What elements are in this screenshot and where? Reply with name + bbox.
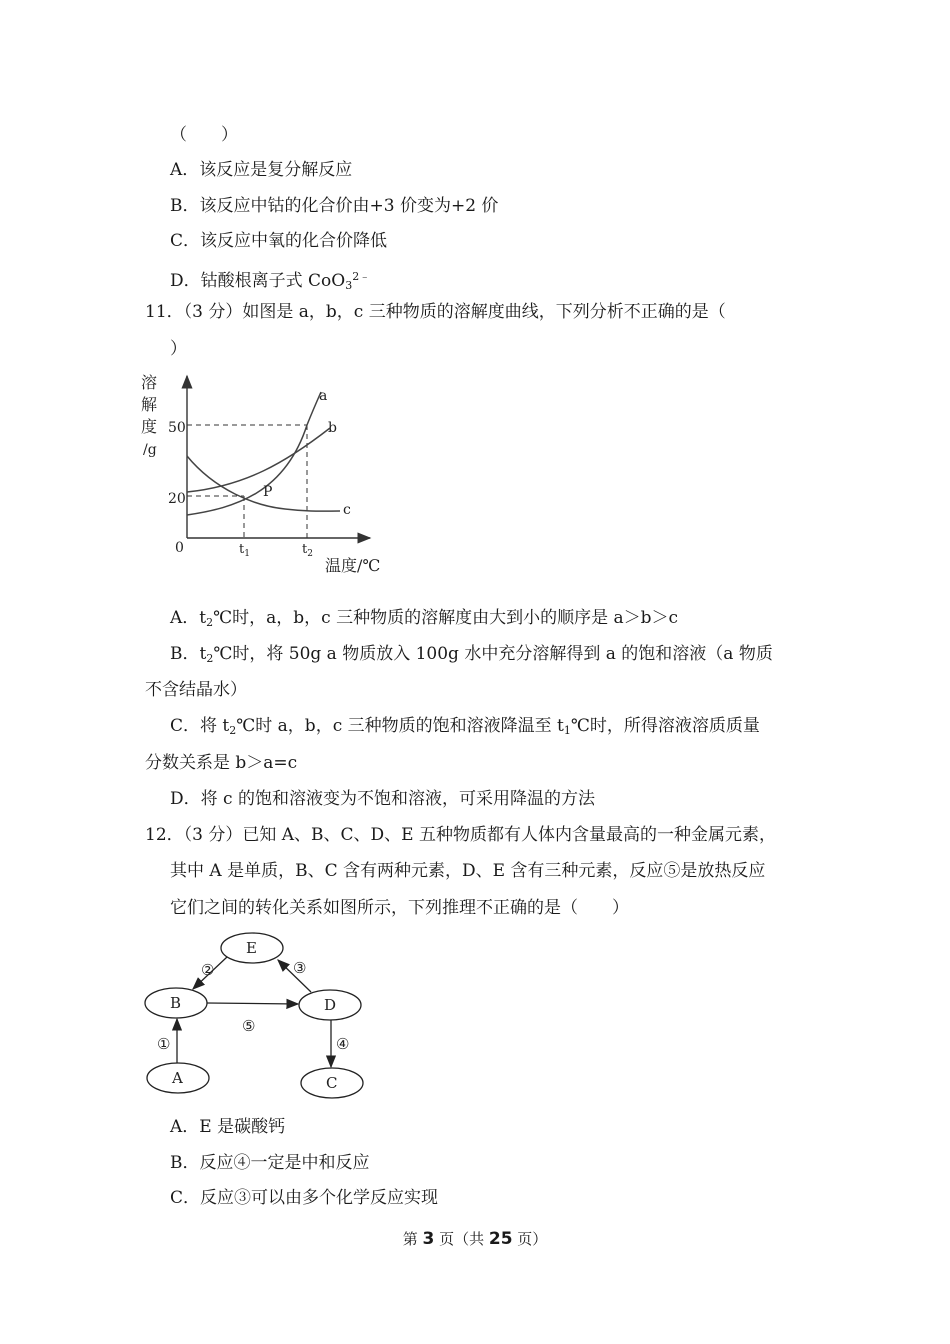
x-tick-t2: $t_2$ (302, 542, 313, 559)
curve-a (187, 392, 321, 515)
node-c (301, 1068, 363, 1098)
point-p-label: P (263, 484, 273, 500)
q10-option-c: C．该反应中氧的化合价降低 (170, 231, 388, 251)
arrow-label-5: ⑤ (242, 1017, 256, 1035)
y-label-char-2: 解 (141, 395, 158, 414)
q11-option-b-cont: 不含结晶水） (145, 680, 247, 700)
q10-option-a: A．该反应是复分解反应 (170, 160, 353, 180)
q10-option-b: B．该反应中钴的化合价由+3 价变为+2 价 (170, 196, 499, 216)
arrow-label-2: ② (201, 961, 215, 979)
x-tick-t1: $t_1$ (239, 542, 250, 559)
arrow-label-3: ③ (293, 959, 307, 977)
q11-option-b: B．$t_2℃$时，将 50g a 物质放入 100g 水中充分溶解得到 a 的饱和溶液（a 物质 (170, 644, 773, 665)
conversion-diagram (135, 925, 375, 1100)
node-e (221, 933, 283, 963)
q10-paren: （ ） (170, 125, 238, 145)
svg-text:E: E (246, 939, 257, 957)
arrow-b-d (207, 1003, 298, 1004)
q11-option-c-cont: 分数关系是 b＞a=c (145, 753, 298, 773)
q12-stem-3: 它们之间的转化关系如图所示，下列推理不正确的是（ ） (170, 898, 629, 918)
curve-b-label: b (328, 420, 337, 436)
y-tick-50: 50 (168, 420, 186, 436)
x-axis-label: 温度/℃ (325, 556, 381, 575)
svg-text:A: A (172, 1069, 183, 1087)
node-d (299, 990, 361, 1020)
origin-label: 0 (175, 540, 184, 556)
q11-option-c: C．将 $t_2℃$时 a，b，c 三种物质的饱和溶液降温至 $t_1℃$时，所得溶液溶质质量 (170, 716, 760, 737)
q11-stem-close: ） (170, 339, 187, 359)
q12-option-c: C．反应③可以由多个化学反应实现 (170, 1188, 439, 1208)
curve-a-label: a (319, 388, 328, 404)
y-label-char-1: 溶 (141, 373, 158, 392)
q12-option-a: A．E 是碳酸钙 (170, 1117, 286, 1137)
arrow-label-1: ① (157, 1035, 171, 1053)
q12-stem-2: 其中 A 是单质，B、C 含有两种元素，D、E 含有三种元素，反应⑤是放热反应 (170, 861, 766, 881)
q11-stem: 11．（3 分）如图是 a，b，c 三种物质的溶解度曲线，下列分析不正确的是（ (145, 302, 726, 322)
curve-b (187, 428, 330, 492)
arrow-label-4: ④ (336, 1035, 350, 1053)
node-b (145, 988, 207, 1018)
q12-stem-1: 12．（3 分）已知 A、B、C、D、E 五种物质都有人体内含量最高的一种金属元素， (145, 825, 776, 845)
q10-option-d: D．钴酸根离子式 CoO$_3^{2﹣}$ (170, 270, 371, 292)
y-label-char-4: /g (143, 442, 157, 458)
svg-text:B: B (170, 994, 182, 1012)
y-label-char-3: 度 (141, 417, 158, 436)
solubility-chart (135, 368, 395, 583)
q11-option-d: D．将 c 的饱和溶液变为不饱和溶液，可采用降温的方法 (170, 789, 595, 809)
svg-text:C: C (326, 1074, 338, 1092)
q11-option-a: A．$t_2℃$时，a，b，c 三种物质的溶解度由大到小的顺序是 a＞b＞c (170, 608, 679, 629)
node-a (147, 1063, 209, 1093)
curve-c-label: c (343, 502, 351, 518)
page-footer: 第 3 页（共 25 页） (402, 1229, 548, 1249)
q12-option-b: B．反应④一定是中和反应 (170, 1153, 370, 1173)
y-tick-20: 20 (168, 491, 186, 507)
svg-text:D: D (324, 996, 337, 1014)
